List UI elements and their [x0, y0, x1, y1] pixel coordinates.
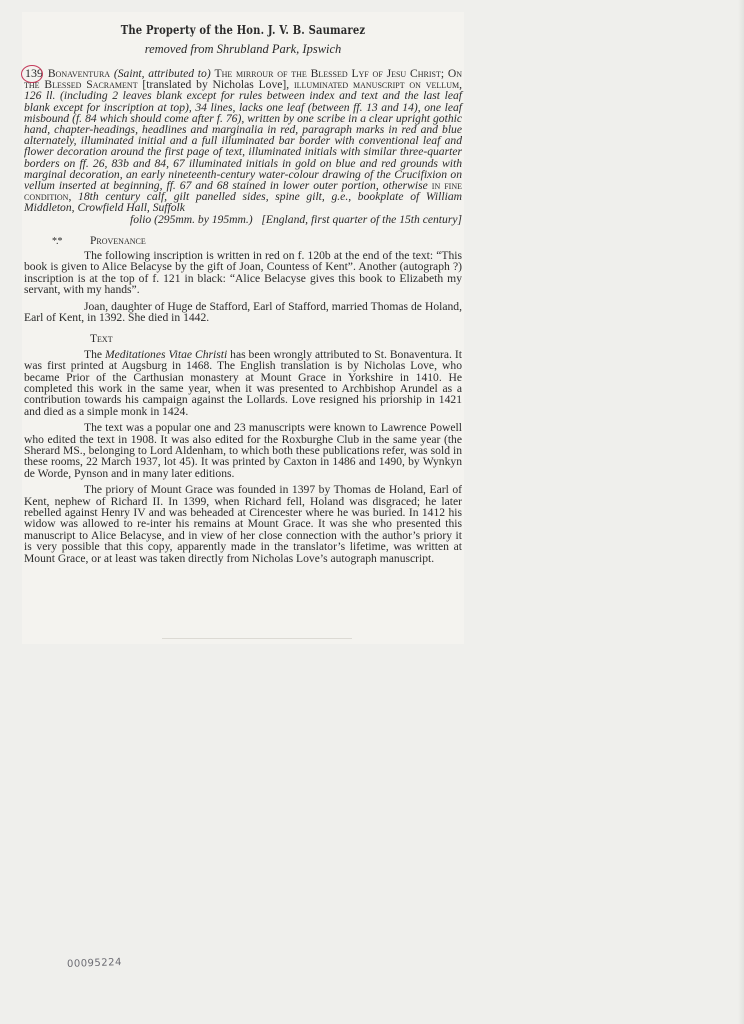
divider — [162, 638, 352, 639]
text-paragraph-lead: The — [84, 347, 105, 361]
lot-leaves: 126 ll. — [24, 89, 56, 103]
provenance-heading — [52, 234, 462, 247]
text-heading — [90, 334, 462, 345]
lot-description: (including 2 leaves blank except for rules between index and text and the last leaf blank except for inscription at top), 34 lines, lacks one leaf (between ff. 13 and 14), one leaf misbound (f. 84 which should come after f. 76), written by one scribe in a clear upright gothic hand, chapter-headings, headlines and marginalia in red, paragraph marks in red and blue alternately, illuminated initial and a full illuminated bar border with conventional leaf and flower decoration around the first page of text, illuminated initials with similar three-quarter borders on ff. 26, 83b and 84, 67 illuminated initials in gold on blue and red grounds with marginal decoration, an early nineteenth-century water-colour drawing of the Crucifixion on vellum inserted at beginning, ff. 67 and 68 stained in lower outer portion, otherwise — [24, 89, 462, 193]
lot-type: illuminated manuscript on vellum, — [293, 78, 462, 92]
consignor-heading: The Property of the Hon. J. V. B. Saumarez — [120, 22, 366, 37]
lot-author: Bonaventura — [47, 67, 111, 80]
text-paragraph — [24, 349, 462, 417]
page-edge-shadow — [738, 0, 744, 1024]
provenance-paragraph: Joan, daughter of Huge de Stafford, Earl of Stafford, married Thomas de Holand, Earl of Kent, in 1392. She died in 1442. — [24, 299, 462, 325]
archive-stamp-number: 00095224 — [66, 957, 123, 970]
lot-translator: [translated by Nicholas Love], — [142, 78, 290, 92]
text-heading-label: Text — [90, 333, 113, 346]
asterism-icon: *.* — [52, 235, 62, 247]
lot-condition: in fine condition, — [24, 179, 463, 204]
lot-format-line — [24, 214, 462, 225]
lot-binding: 18th century calf, gilt panelled sides, spine gilt, g.e., bookplate of William Middleton, Crowfield Hall, Suffolk — [24, 190, 462, 215]
provenance-paragraph: The following inscription is written in red on f. 120b at the end of the text: “This book is given to Alice Belacyse by the gift of Joan, Countess of Kent”. Another (autograph ?) inscription is at the top of f. 121 in black: “Alice Belacyse gives this book to Elizabeth my servant, with my hands”. — [24, 249, 462, 297]
catalogue-body — [24, 68, 462, 564]
lot-format: folio (295mm. by 195mm.) — [129, 212, 253, 226]
text-paragraph-rest: has been wrongly attributed to St. Bonaventura. It was first printed at Augsburg in 1468. The English translation is by Nicholas Love, who became Prior of the Carthusian monastery at Mount Grace in Yorkshire in 1410. He completed this work in the same year, when it was presented to Archbishop Arundel as a contribution towards his campaign against the Lollards. Love resigned his priorship in 1421 and died as a simple monk in 1424. — [24, 347, 462, 418]
lot-number-circled: 139 — [25, 66, 43, 80]
consignor-subheading: removed from Shrubland Park, Ipswich — [144, 42, 342, 56]
catalogue-clipping — [22, 12, 464, 644]
provenance-heading-label: Provenance — [90, 234, 146, 247]
lot-author-note: (Saint, attributed to) — [113, 67, 211, 80]
lot-title: The mirrour of the Blessed Lyf of Jesu Christ; On the Blessed Sacrament — [24, 67, 463, 92]
lot-entry — [24, 68, 462, 214]
lot-origin: [England, first quarter of the 15th century] — [261, 212, 462, 226]
text-paragraph: The priory of Mount Grace was founded in 1397 by Thomas de Holand, Earl of Kent, nephew of Richard II. In 1399, when Richard fell, Holand was disgraced; he later rebelled against Henry IV and was beheaded at Cirencester where he was buried. In 1412 his widow was allowed to re-inter his remains at Mount Grace. It was she who presented this manuscript to Alice Belacyse, and in view of her close connection with the author’s priory it is very possible that this copy, apparently made in the translator’s lifetime, was written at Mount Grace, or at least was taken directly from Nicholas Love’s autograph manuscript. — [24, 483, 462, 565]
work-title: Meditationes Vitae Christi — [104, 347, 228, 361]
text-paragraph: The text was a popular one and 23 manuscripts were known to Lawrence Powell who edited the text in 1908. It was also edited for the Roxburghe Club in the same year (the Sherard MS., belonging to Lord Aldenham, to which both these publications refer, was sold in these rooms, 22 March 1937, lot 45). It was printed by Caxton in 1486 and 1490, by Wynkyn de Worde, Pynson and in many later editions. — [24, 421, 462, 480]
